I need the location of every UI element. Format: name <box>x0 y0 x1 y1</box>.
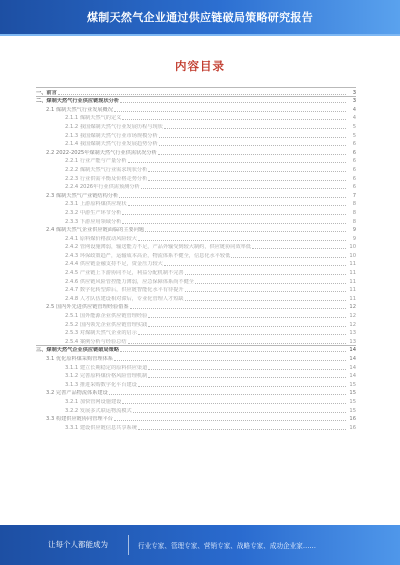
toc-entry-text: 2.1.2 我国煤制天然气行业发展历程与现状 <box>65 123 163 130</box>
toc-leader-dots <box>122 403 346 404</box>
toc-entry-text: 2.2.4 2026年行业供需预测分析 <box>65 184 140 191</box>
toc-entry-text: 2.5.4 案例分析与经验总结 <box>65 338 127 345</box>
toc-entry-text: 2.4.6 供应链风险管控能力薄弱，应急保障体系尚不健全 <box>65 278 194 285</box>
toc-entry-text: 2.2.1 行业产能与产量分析 <box>65 158 127 165</box>
toc-page-number: 10 <box>349 244 356 251</box>
toc-page-number: 4 <box>352 106 356 113</box>
toc-entry[interactable] <box>36 345 356 354</box>
toc-page-number: 6 <box>352 175 356 182</box>
toc-leader-dots <box>114 360 346 361</box>
toc-leader-dots <box>109 394 346 395</box>
toc-leader-dots <box>148 171 346 172</box>
toc-entry[interactable] <box>36 147 356 156</box>
toc-page-number: 11 <box>349 287 356 294</box>
toc-entry[interactable] <box>36 164 356 173</box>
toc-entry[interactable] <box>36 139 356 148</box>
toc-entry[interactable] <box>36 130 356 139</box>
toc-page-number: 5 <box>352 123 356 130</box>
toc-page-number: 14 <box>349 356 356 362</box>
toc-page-number: 5 <box>352 132 356 139</box>
toc-entry[interactable] <box>36 371 356 380</box>
toc-page-number: 15 <box>349 381 356 388</box>
toc-page-number: 8 <box>352 201 356 208</box>
toc-leader-dots <box>148 317 346 318</box>
toc-leader-dots <box>122 214 346 215</box>
toc-entry[interactable] <box>36 173 356 182</box>
toc-entry[interactable] <box>36 285 356 294</box>
toc-entry[interactable] <box>36 216 356 225</box>
toc-leader-dots <box>159 145 346 146</box>
toc-entry-text: 3.1.3 推进采购数字化平台建设 <box>65 381 137 388</box>
toc-entry-text: 2.4.8 人才队伍建设相对滞后，专业化管理人才短缺 <box>65 295 184 302</box>
toc-page-number: 14 <box>349 373 356 380</box>
toc-entry-text: 2.2 2022-2025年煤制天然气行业供需状况分析 <box>46 149 157 156</box>
toc-page-number: 9 <box>352 235 356 242</box>
toc-page-number: 9 <box>352 227 356 234</box>
toc-entry-text: 2.3.1 上游原料煤供应现状 <box>65 201 127 208</box>
footer-tagline: 行业专家、管理专家、营销专家、战略专家、成功企业家…… <box>138 542 317 550</box>
toc-leader-dots <box>185 291 346 292</box>
toc-page-number: 10 <box>349 252 356 259</box>
toc-entry[interactable] <box>36 396 356 405</box>
toc-entry-text: 2.1.1 煤制天然气的定义 <box>65 115 122 122</box>
toc-leader-dots <box>148 377 346 378</box>
toc-leader-dots <box>128 343 346 344</box>
toc-entry-text: 3.1 优化原料煤采购管理体系 <box>46 356 113 362</box>
toc-entry[interactable] <box>36 319 356 328</box>
toc-entry[interactable] <box>36 156 356 165</box>
toc-leader-dots <box>148 369 346 370</box>
toc-entry[interactable] <box>36 87 356 96</box>
toc-page-number: 8 <box>352 209 356 216</box>
toc-entry-text: 2.3 煤制天然气产业链结构分析 <box>46 192 119 199</box>
toc-page-number: 13 <box>349 338 356 345</box>
toc-page-number: 3 <box>352 98 356 105</box>
toc-leader-dots <box>164 128 346 129</box>
toc-entry[interactable] <box>36 405 356 414</box>
toc-entry-text: 3.2.2 发展多式联运物流模式 <box>65 407 132 414</box>
toc-leader-dots <box>133 412 346 413</box>
toc-page-number: 15 <box>349 390 356 397</box>
toc-entry[interactable] <box>36 104 356 113</box>
toc-entry-text: 3.3 构建供应链协同管理平台 <box>46 416 113 423</box>
toc-page-number: 4 <box>352 115 356 122</box>
toc-entry[interactable] <box>36 259 356 268</box>
toc-entry-text: 3.1.1 建立长期稳定的原料供应渠道 <box>65 364 148 371</box>
toc-entry[interactable] <box>36 190 356 199</box>
toc-entry-text: 2.3.3 下游应用领域分析 <box>65 218 122 225</box>
toc-entry-text: 2.5.3 对煤制天然气企业的启示 <box>65 330 137 337</box>
toc-leader-dots <box>164 265 346 266</box>
toc-entry[interactable] <box>36 422 356 431</box>
toc-entry[interactable] <box>36 353 356 362</box>
toc-entry[interactable] <box>36 388 356 397</box>
header-banner <box>0 0 400 34</box>
toc-leader-dots <box>138 429 346 430</box>
toc-page-number: 12 <box>349 321 356 328</box>
toc-page-number: 6 <box>352 141 356 148</box>
toc-entry-text: 2.1 煤制天然气行业发展概况 <box>46 106 113 113</box>
table-of-contents <box>36 87 356 431</box>
toc-entry[interactable] <box>36 182 356 191</box>
toc-entry[interactable] <box>36 250 356 259</box>
toc-entry[interactable] <box>36 225 356 234</box>
toc-entry[interactable] <box>36 96 356 105</box>
toc-entry[interactable] <box>36 302 356 311</box>
toc-leader-dots <box>138 334 346 335</box>
toc-page-number: 16 <box>349 424 356 431</box>
toc-leader-dots <box>128 205 346 206</box>
toc-entry[interactable] <box>36 207 356 216</box>
toc-entry-text: 一、前言 <box>36 89 57 96</box>
toc-leader-dots <box>195 283 346 284</box>
toc-entry-text: 3.3.1 建设供应链信息共享系统 <box>65 424 137 431</box>
toc-entry-text: 3.1.2 完善原料煤价格风险管理机制 <box>65 373 148 380</box>
toc-entry[interactable] <box>36 121 356 130</box>
toc-leader-dots <box>138 240 346 241</box>
toc-page-number: 11 <box>349 278 356 285</box>
toc-leader-dots <box>138 386 346 387</box>
toc-page-number: 11 <box>349 270 356 277</box>
toc-entry-text: 2.1.4 我国煤制天然气行业发展趋势分析 <box>65 141 158 148</box>
toc-entry-text: 2.2.2 煤制天然气行业需求现状分析 <box>65 166 148 173</box>
toc-entry-text: 2.4.7 数字化转型滞后，供应链智能化水平有待提升 <box>65 287 184 294</box>
toc-leader-dots <box>141 188 346 189</box>
toc-leader-dots <box>128 162 346 163</box>
report-title: 煤制天然气企业通过供应链破局策略研究报告 <box>87 11 313 24</box>
toc-entry-text: 2.4.2 管网设施薄弱，输送能力不足，产品外输受到较大制约，供应链协同效率低 <box>65 244 252 251</box>
toc-entry-text: 2.1.3 我国煤制天然气行业市场规模分析 <box>65 132 158 139</box>
toc-page-number: 14 <box>349 364 356 371</box>
toc-page-number: 11 <box>349 295 356 302</box>
toc-entry[interactable] <box>36 336 356 345</box>
toc-entry-text: 2.5.2 国内领先企业供应链管理实践 <box>65 321 148 328</box>
toc-entry-text: 2.4.4 供应链金融支持不足，资金压力较大 <box>65 261 163 268</box>
toc-entry[interactable] <box>36 276 356 285</box>
footer-divider <box>128 535 129 555</box>
toc-entry[interactable] <box>36 414 356 423</box>
header-accent-line <box>0 34 400 36</box>
toc-entry-text: 2.4.3 环保政策趋严，运输成本高企，物流体系不健全，信息化水平较低 <box>65 252 231 259</box>
toc-page-number: 11 <box>349 261 356 268</box>
toc-leader-dots <box>231 257 346 258</box>
toc-page-number: 16 <box>349 416 356 423</box>
footer-slogan: 让每个人都能成为 <box>48 540 108 549</box>
toc-leader-dots <box>159 137 346 138</box>
toc-entry[interactable] <box>36 293 356 302</box>
toc-page-number: 15 <box>349 407 356 414</box>
toc-page-number: 12 <box>349 313 356 320</box>
toc-page-number: 6 <box>352 184 356 191</box>
toc-heading: 内容目录 <box>175 59 225 73</box>
toc-page-number: 6 <box>352 158 356 165</box>
toc-page-number: 6 <box>352 166 356 173</box>
toc-page-number: 8 <box>352 218 356 225</box>
toc-entry-text: 2.4.1 原料煤价格波动风险较大 <box>65 235 137 242</box>
toc-page-number: 14 <box>349 347 356 354</box>
toc-entry-text: 2.4 煤制天然气企业供应链面临的主要问题 <box>46 227 145 234</box>
toc-leader-dots <box>119 197 346 198</box>
toc-leader-dots <box>120 351 346 352</box>
toc-leader-dots <box>122 119 346 120</box>
toc-entry-text: 3.2.1 加快管网设施建设 <box>65 398 122 405</box>
toc-leader-dots <box>120 102 346 103</box>
toc-leader-dots <box>185 274 346 275</box>
toc-page-number: 7 <box>352 192 356 199</box>
toc-entry-text: 2.5 国内外先进供应链管理经验借鉴 <box>46 304 129 311</box>
toc-leader-dots <box>114 420 346 421</box>
toc-entry-text: 2.2.3 行业供需平衡及价格走势分析 <box>65 175 148 182</box>
toc-leader-dots <box>122 223 346 224</box>
toc-leader-dots <box>185 300 346 301</box>
toc-leader-dots <box>252 248 346 249</box>
toc-entry[interactable] <box>36 328 356 337</box>
toc-entry[interactable] <box>36 113 356 122</box>
toc-entry[interactable] <box>36 233 356 242</box>
toc-entry-text: 2.5.1 国外能源企业供应链管理经验 <box>65 313 148 320</box>
toc-entry[interactable] <box>36 379 356 388</box>
toc-entry[interactable] <box>36 199 356 208</box>
toc-leader-dots <box>148 180 346 181</box>
toc-page-number: 15 <box>349 398 356 405</box>
toc-page-number: 3 <box>352 89 356 96</box>
toc-entry[interactable] <box>36 267 356 276</box>
toc-entry[interactable] <box>36 362 356 371</box>
toc-entry-text: 二、煤制天然气行业供应链现状分析 <box>36 98 120 105</box>
toc-entry-text: 3.2 完善产品物流体系建设 <box>46 390 108 397</box>
toc-page-number: 13 <box>349 330 356 337</box>
toc-page-number: 12 <box>349 304 356 311</box>
toc-entry[interactable] <box>36 310 356 319</box>
toc-leader-dots <box>114 111 346 112</box>
toc-entry-text: 2.3.2 中游生产环节分析 <box>65 209 122 216</box>
toc-entry-text: 2.4.5 产业链上下游协同不足，利益分配机制不完善 <box>65 270 184 277</box>
toc-entry-text: 三、煤制天然气企业供应链破局策略 <box>36 347 120 354</box>
toc-leader-dots <box>145 231 346 232</box>
toc-leader-dots <box>58 94 346 95</box>
toc-entry[interactable] <box>36 242 356 251</box>
toc-page-number: 6 <box>352 149 356 156</box>
toc-leader-dots <box>158 154 346 155</box>
toc-leader-dots <box>130 308 346 309</box>
toc-leader-dots <box>148 326 346 327</box>
